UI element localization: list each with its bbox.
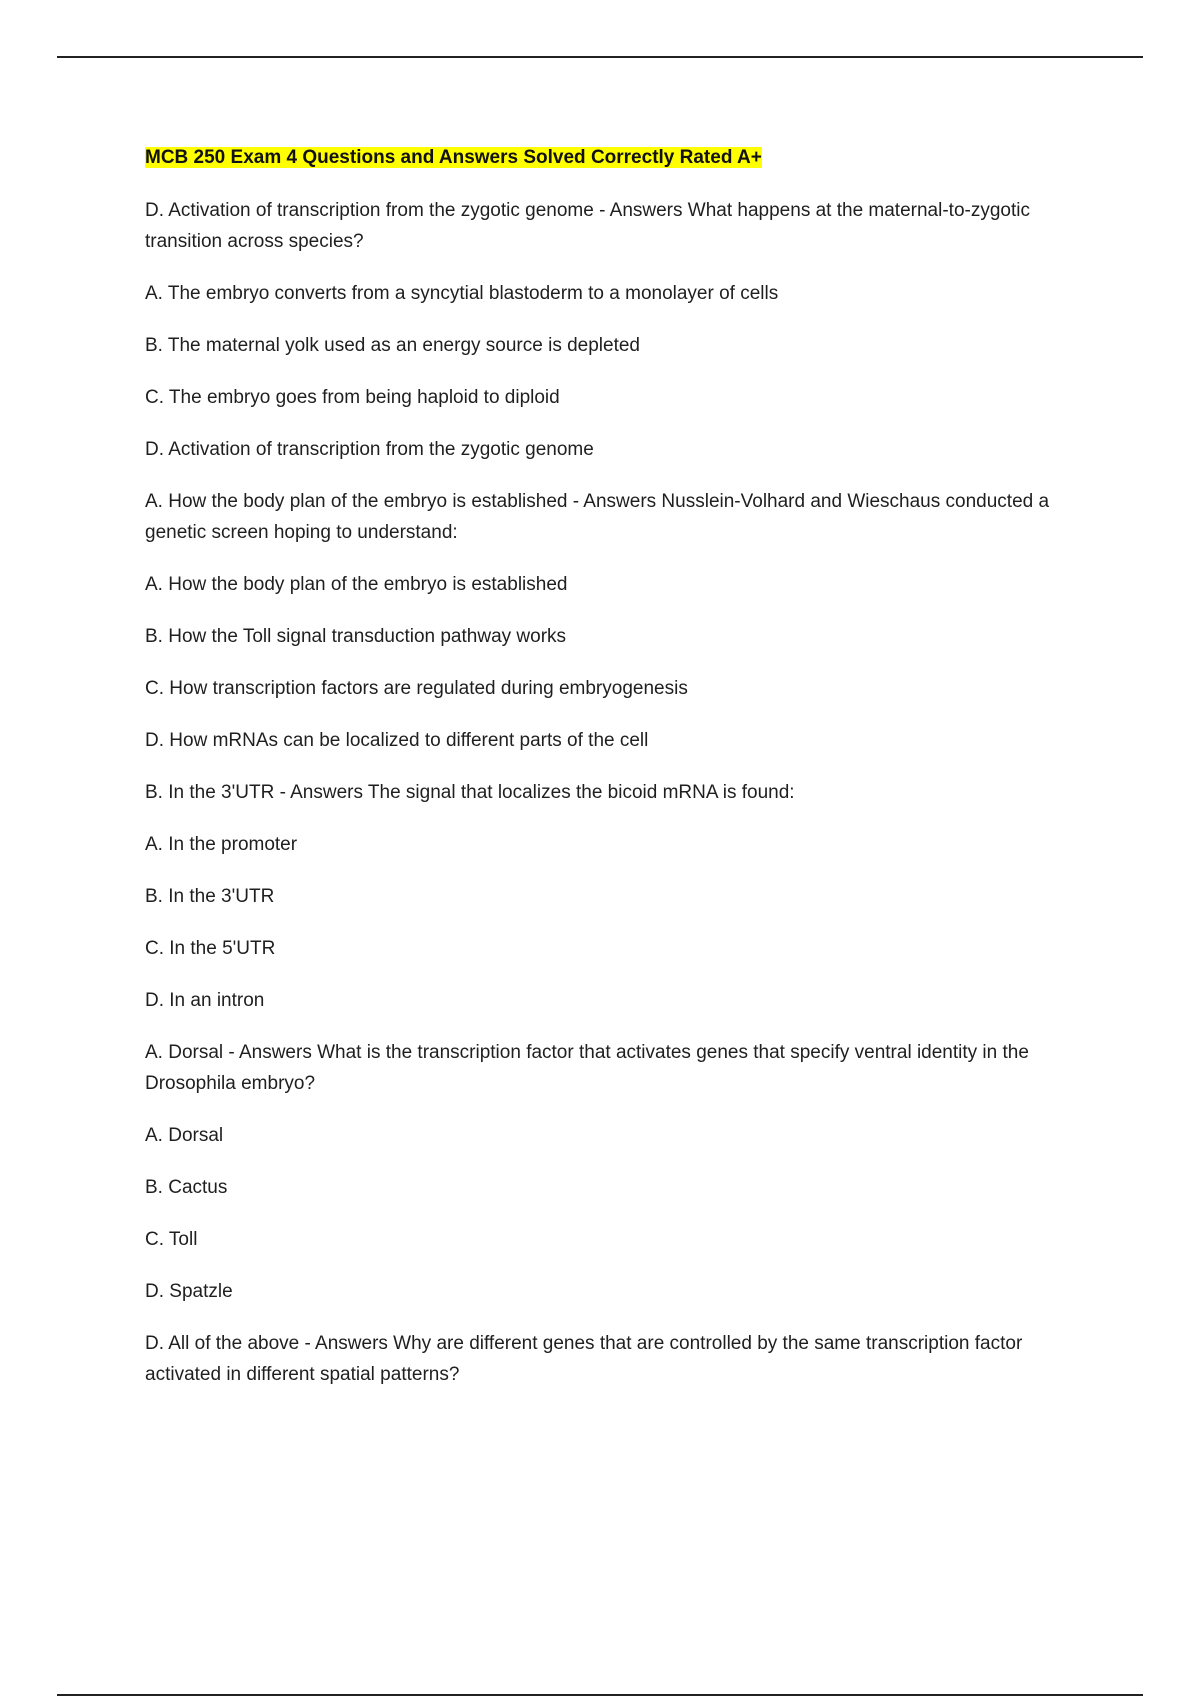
answer-question-paragraph: A. Dorsal - Answers What is the transcription factor that activates genes that specify ventral identity in the Drosophila embryo?	[145, 1042, 1029, 1094]
title-line	[145, 143, 1075, 174]
answer-option: D. Spatzle	[145, 1281, 233, 1302]
answer-option: B. Cactus	[145, 1177, 228, 1198]
answer-option: D. In an intron	[145, 990, 265, 1011]
answer-option: A. The embryo converts from a syncytial blastoderm to a monolayer of cells	[145, 283, 779, 304]
footer-rule	[57, 1694, 1143, 1696]
answer-option: D. Activation of transcription from the zygotic genome	[145, 439, 594, 460]
answer-option: A. How the body plan of the embryo is established	[145, 574, 568, 595]
answer-option: B. In the 3'UTR	[145, 886, 275, 907]
answer-option: C. The embryo goes from being haploid to diploid	[145, 387, 560, 408]
answer-question-paragraph: B. In the 3'UTR - Answers The signal that localizes the bicoid mRNA is found:	[145, 782, 795, 803]
answer-question-paragraph: A. How the body plan of the embryo is established - Answers Nusslein-Volhard and Wieschaus conducted a genetic screen hoping to understand:	[145, 491, 1050, 543]
answer-option: A. Dorsal	[145, 1125, 224, 1146]
answer-option: C. In the 5'UTR	[145, 938, 276, 959]
answer-option: D. How mRNAs can be localized to different parts of the cell	[145, 730, 649, 751]
answer-option: C. How transcription factors are regulated during embryogenesis	[145, 678, 688, 699]
header-rule	[57, 56, 1143, 58]
answer-option: B. The maternal yolk used as an energy source is depleted	[145, 335, 640, 356]
answer-question-paragraph: D. Activation of transcription from the zygotic genome - Answers What happens at the maternal-to-zygotic transition across species?	[145, 200, 1030, 252]
answer-option: B. How the Toll signal transduction pathway works	[145, 626, 567, 647]
answer-question-paragraph: D. All of the above - Answers Why are different genes that are controlled by the same transcription factor activated in different spatial patterns?	[145, 1333, 1023, 1385]
answer-option: A. In the promoter	[145, 834, 298, 855]
document-body	[145, 143, 1075, 1411]
answer-option: C. Toll	[145, 1229, 198, 1250]
document-title: MCB 250 Exam 4 Questions and Answers Solved Correctly Rated A+	[145, 147, 762, 168]
